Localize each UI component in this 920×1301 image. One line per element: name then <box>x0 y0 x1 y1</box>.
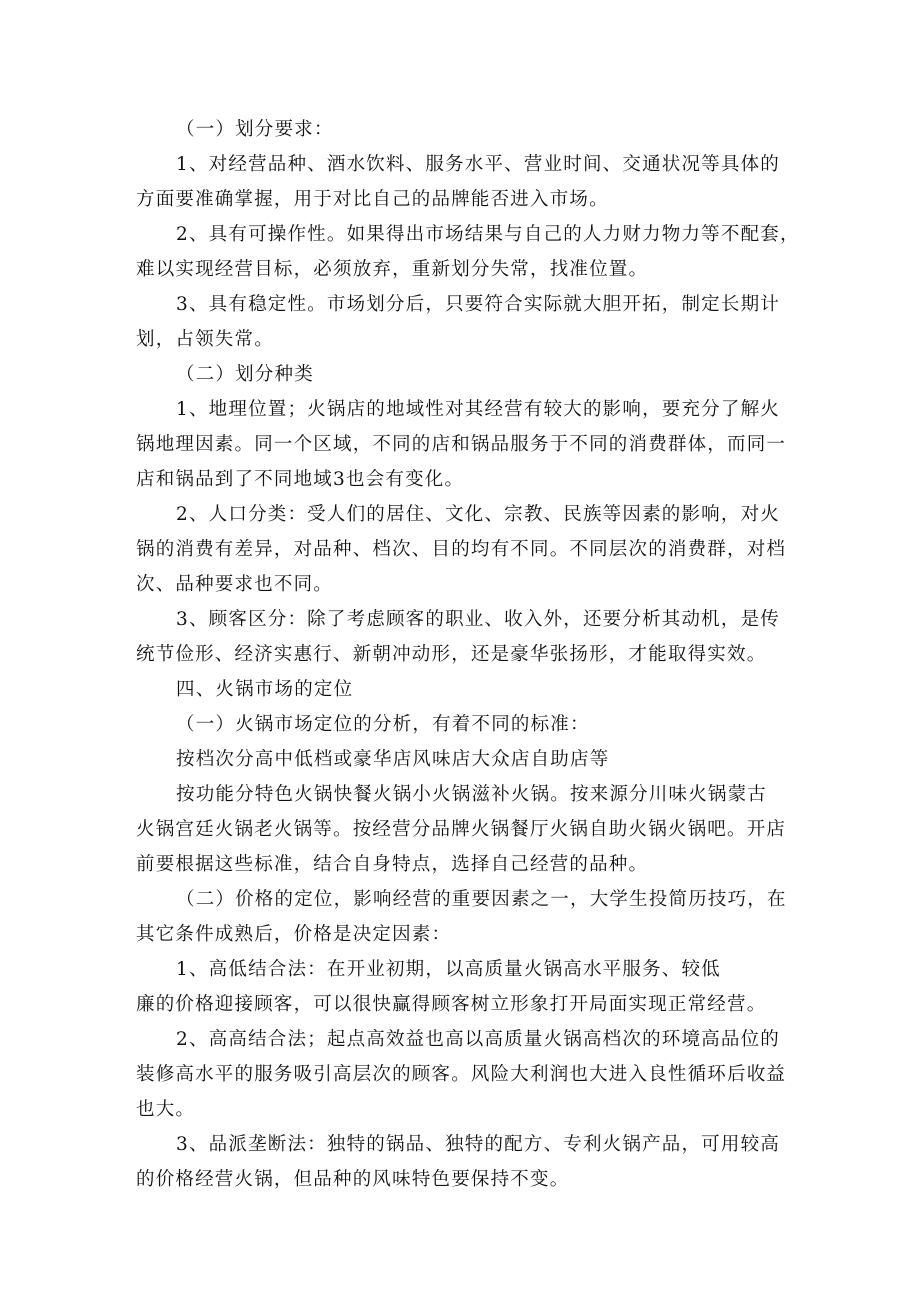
paragraph-high-high-method <box>136 1022 792 1127</box>
text-line: 2、人口分类：受人们的居住、文化、宗教、民族等因素的影响，对火 <box>176 504 780 525</box>
paragraph-high-low-method <box>136 952 792 1022</box>
text-line: 锅的消费有差异，对品种、档次、目的均有不同。不同层次的消费群，对档 <box>136 539 787 560</box>
paragraph-by-grade <box>136 742 792 777</box>
paragraph-requirement-1 <box>136 147 792 217</box>
paragraph-type-customer <box>136 602 792 672</box>
text-line: 店和锅品到了不同地域3也会有变化。 <box>136 469 465 490</box>
text-line: 其它条件成熟后，价格是决定因素： <box>136 924 452 945</box>
section-heading-market-positioning <box>136 672 792 707</box>
text-line: 也大。 <box>136 1099 196 1120</box>
text-line: 的价格经营火锅，但品种的风味特色要保持不变。 <box>136 1169 570 1190</box>
text-line: 难以实现经营目标，必须放弃，重新划分失常，找准位置。 <box>136 259 649 280</box>
paragraph-type-population <box>136 497 792 602</box>
text-line: 1、高低结合法：在开业初期，以高质量火锅高水平服务、较低 <box>176 959 721 980</box>
text-line: （二）划分种类 <box>176 364 314 385</box>
text-line: 火锅宫廷火锅老火锅等。按经营分品牌火锅餐厅火锅自助火锅火锅吧。开店 <box>136 819 787 840</box>
paragraph-type-geography <box>136 392 792 497</box>
paragraph-requirement-3 <box>136 287 792 357</box>
text-line: 3、品派垄断法：独特的锅品、独特的配方、专利火锅产品，可用较高 <box>176 1134 780 1155</box>
text-line: 方面要准确掌握，用于对比自己的品牌能否进入市场。 <box>136 189 609 210</box>
text-line: （一）火锅市场定位的分析，有着不同的标准： <box>176 714 590 735</box>
text-line: 1、地理位置；火锅店的地域性对其经营有较大的影响，要充分了解火 <box>176 399 780 420</box>
text-line: 次、品种要求也不同。 <box>136 574 334 595</box>
text-line: 四、火锅市场的定位 <box>176 679 354 700</box>
text-line: 装修高水平的服务吸引高层次的顾客。风险大利润也大进入良性循环后收益 <box>136 1064 787 1085</box>
text-line: 划，占领失常。 <box>136 329 274 350</box>
paragraph-positioning-analysis <box>136 707 792 742</box>
paragraph-monopoly-method <box>136 1127 792 1197</box>
text-line: 廉的价格迎接顾客，可以很快赢得顾客树立形象打开局面实现正常经营。 <box>136 994 767 1015</box>
text-line: 锅地理因素。同一个区域，不同的店和锅品服务于不同的消费群体，而同一 <box>136 434 787 455</box>
text-line: 前要根据这些标准，结合自身特点，选择自己经营的品种。 <box>136 854 649 875</box>
paragraph-division-types-heading <box>136 357 792 392</box>
text-line: （二）价格的定位，影响经营的重要因素之一，大学生投简历技巧，在 <box>176 889 787 910</box>
text-line: 按功能分特色火锅快餐火锅小火锅滋补火锅。按来源分川味火锅蒙古 <box>176 784 768 805</box>
text-line: （一）划分要求： <box>176 119 334 140</box>
text-line: 3、顾客区分：除了考虑顾客的职业、收入外，还要分析其动机，是传 <box>176 609 780 630</box>
text-line: 1、对经营品种、酒水饮料、服务水平、营业时间、交通状况等具体的 <box>176 154 780 175</box>
text-line: 统节俭形、经济实惠行、新朝冲动形，还是豪华张扬形，才能取得实效。 <box>136 644 767 665</box>
text-line: 按档次分高中低档或豪华店风味店大众店自助店等 <box>176 749 610 770</box>
text-line: 2、具有可操作性。如果得出市场结果与自己的人力财力物力等不配套， <box>176 224 800 245</box>
text-line: 3、具有稳定性。市场划分后，只要符合实际就大胆开拓，制定长期计 <box>176 294 780 315</box>
paragraph-requirement-2 <box>136 217 800 287</box>
text-line: 2、高高结合法；起点高效益也高以高质量火锅高档次的环境高品位的 <box>176 1029 780 1050</box>
paragraph-division-requirements-heading <box>136 112 792 147</box>
paragraph-by-function <box>136 777 792 882</box>
document-page <box>136 112 800 1197</box>
paragraph-price-positioning <box>136 882 792 952</box>
